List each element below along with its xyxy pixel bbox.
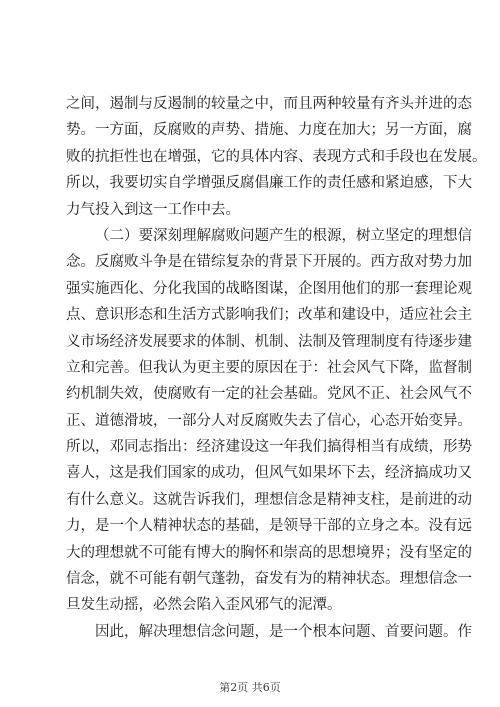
text-line: 念。反腐败斗争是在错综复杂的背景下开展的。西方敌对势力加 <box>66 254 472 271</box>
text-line: 义市场经济发展要求的体制、机制、法制及管理制度有待逐步建 <box>66 333 472 350</box>
body-text <box>66 91 487 645</box>
text-line: 约机制失效，使腐败有一定的社会基础。党风不正、社会风气不 <box>66 386 472 403</box>
text-line: 因此，解决理想信念问题，是一个根本问题、首要问题。作 <box>95 623 472 640</box>
text-line: 势。一方面，反腐败的声势、措施、力度在加大；另一方面，腐 <box>66 122 472 139</box>
text-line: 点、意识形态和生活方式影响我们；改革和建设中，适应社会主 <box>66 307 472 324</box>
text-line: 旦发生动摇，必然会陷入歪风邪气的泥潭。 <box>66 597 342 614</box>
text-line: 所以，邓同志指出：经济建设这一年我们搞得相当有成绩，形势 <box>66 439 472 456</box>
text-line: 立和完善。但我认为更主要的原因在于：社会风气下降，监督制 <box>66 359 472 376</box>
text-line: 力，是一个人精神状态的基础，是领导干部的立身之本。没有远 <box>66 518 472 535</box>
text-line: 信念，就不可能有朝气蓬勃，奋发有为的精神状态。理想信念一 <box>66 571 472 588</box>
text-line: 力气投入到这一工作中去。 <box>66 201 240 218</box>
text-line: 之间，遏制与反遏制的较量之中，而且两种较量有齐头并进的态 <box>66 96 472 112</box>
text-line: 喜人，这是我们国家的成功，但风气如果坏下去，经济搞成功又 <box>66 465 472 482</box>
text-line: 有什么意义。这就告诉我们，理想信念是精神支柱，是前进的动 <box>66 491 472 508</box>
text-line: 败的抗拒性也在增强，它的具体内容、表现方式和手段也在发展。 <box>66 148 487 165</box>
page-footer: 第2页 共6页 <box>219 681 281 694</box>
text-line: 所以，我要切实自学增强反腐倡廉工作的责任感和紧迫感，下大 <box>66 175 472 192</box>
text-line: 正、道德滑坡，一部分人对反腐败失去了信心，心态开始变异。 <box>66 412 472 429</box>
text-line: 大的理想就不可能有博大的胸怀和崇高的思想境界；没有坚定的 <box>66 544 472 561</box>
text-line: （二）要深刻理解腐败问题产生的根源，树立坚定的理想信 <box>95 227 472 244</box>
text-line: 强实施西化、分化我国的战略图谋，企图用他们的那一套理论观 <box>66 280 472 297</box>
